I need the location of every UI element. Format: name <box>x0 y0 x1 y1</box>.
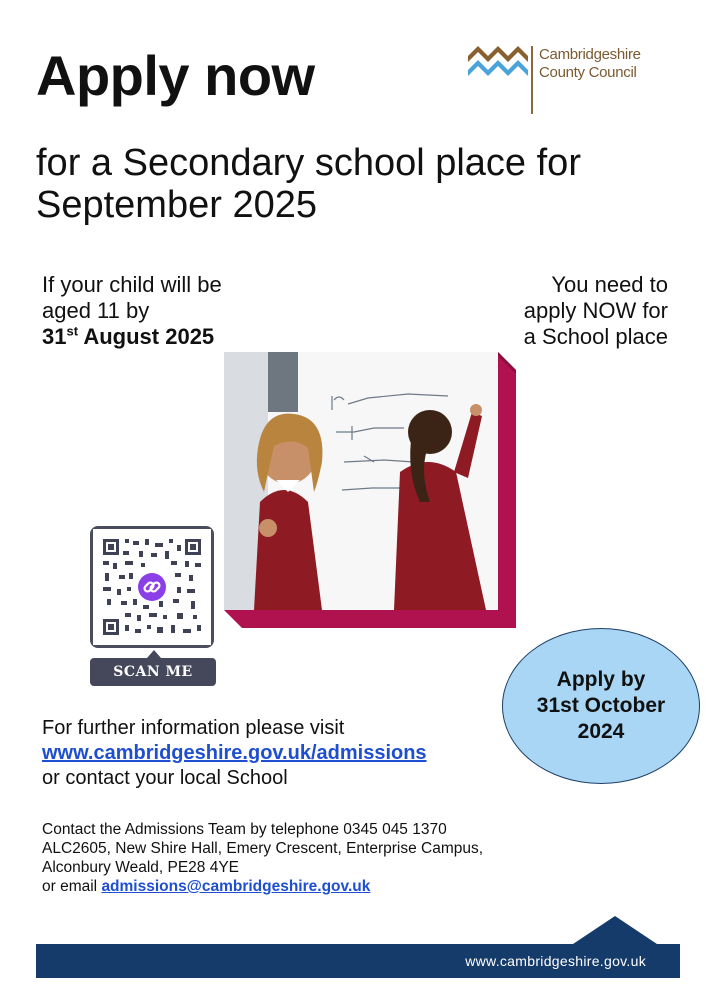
page-subtitle: for a Secondary school place for September 2025 <box>36 142 581 226</box>
logo-line-1: Cambridgeshire <box>539 46 641 63</box>
qr-code-image <box>93 529 211 645</box>
scan-me-pointer <box>147 650 161 658</box>
qr-code[interactable] <box>90 526 214 648</box>
footer-website-link[interactable]: www.cambridgeshire.gov.uk <box>465 953 646 969</box>
logo-divider <box>531 46 533 114</box>
age-eligibility-note <box>42 272 232 350</box>
footer-bar <box>36 944 680 978</box>
admissions-email-link[interactable]: admissions@cambridgeshire.gov.uk <box>101 878 371 895</box>
age-eligibility-text: If your child will be aged 11 by <box>42 272 222 323</box>
qr-code-block[interactable] <box>90 526 218 686</box>
contact-details <box>42 820 562 896</box>
eligibility-date-day: 31 <box>42 324 67 349</box>
contact-address-line-2: Alconbury Weald, PE28 4YE <box>42 859 240 876</box>
further-info <box>42 716 502 791</box>
eligibility-date-suffix: st <box>66 323 79 339</box>
eligibility-date-rest: August 2025 <box>78 324 215 349</box>
logo-line-2: County Council <box>539 64 637 81</box>
contact-address-line-1: ALC2605, New Shire Hall, Emery Crescent, Enterprise Campus, <box>42 840 484 857</box>
further-info-line-3: or contact your local School <box>42 767 288 789</box>
logo-text <box>539 46 641 82</box>
students-photo-frame <box>224 352 516 628</box>
page-title: Apply now <box>36 44 315 107</box>
students-photo <box>224 352 498 610</box>
footer-peak-shape <box>570 916 660 946</box>
contact-email-line <box>42 877 562 896</box>
deadline-badge <box>502 628 700 784</box>
contact-email-prefix: or email <box>42 878 102 895</box>
further-info-line-1: For further information please visit <box>42 717 345 739</box>
deadline-text: Apply by 31st October 2024 <box>536 668 666 743</box>
eligibility-date <box>42 324 232 350</box>
students-at-whiteboard-image <box>224 352 498 610</box>
scan-me-label: SCAN ME <box>90 658 216 686</box>
admissions-link[interactable]: www.cambridgeshire.gov.uk/admissions <box>42 742 427 764</box>
council-logo[interactable] <box>468 42 668 112</box>
apply-now-note: You need to apply NOW for a School place <box>523 272 668 349</box>
council-logo-mark-icon <box>468 44 530 84</box>
contact-telephone: Contact the Admissions Team by telephone 0345 045 1370 <box>42 821 447 838</box>
